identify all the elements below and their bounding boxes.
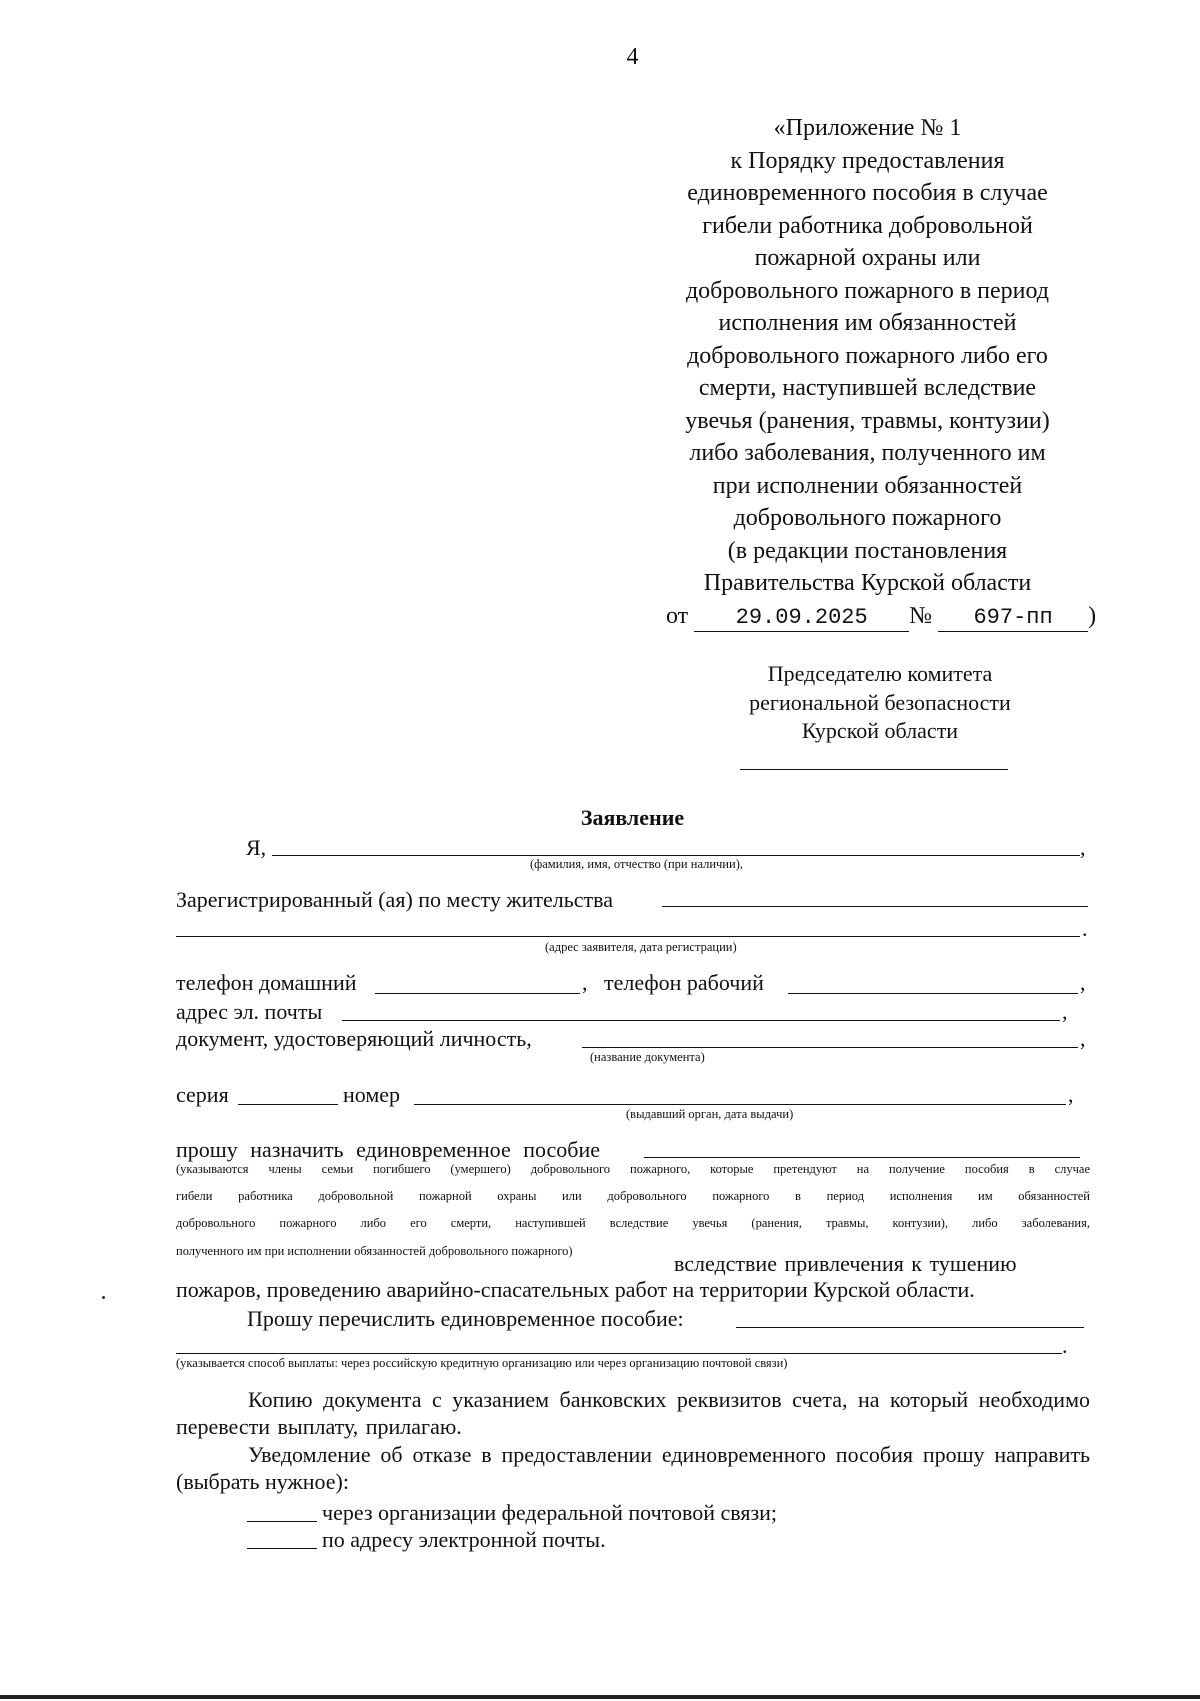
i-label: Я, (246, 835, 267, 860)
option-post-label: через организации федеральной почтовой связи; (322, 1500, 778, 1525)
comma: , (1068, 1082, 1074, 1107)
number-label: номер (343, 1082, 401, 1107)
fio-field[interactable] (272, 855, 1080, 856)
issuer-caption: (выдавший орган, дата выдачи) (626, 1107, 794, 1121)
request-label: прошу назначить единовременное пособие (176, 1137, 601, 1162)
payment-method-field[interactable] (736, 1327, 1084, 1328)
period: . (1062, 1333, 1068, 1358)
addressee-line: региональной безопасности (749, 689, 1011, 715)
option-email-label: по адресу электронной почты. (322, 1527, 606, 1552)
scan-edge-line (0, 1695, 1200, 1699)
appendix-line: «Приложение № 1 (773, 115, 962, 141)
appendix-header (640, 112, 1095, 632)
number-field[interactable] (414, 1104, 1066, 1105)
payment-caption: (указывается способ выплаты: через российскую кредитную организацию или через организацию почтовой связи) (176, 1356, 788, 1370)
payment-method-field-2[interactable] (176, 1353, 1062, 1354)
comma: , (1080, 835, 1086, 860)
request-continuation: вследствие привлечения к тушению (674, 1251, 1017, 1276)
appendix-line: смерти, наступившей вследствие (698, 375, 1037, 401)
appendix-line: либо заболевания, полученного им (689, 440, 1046, 466)
appendix-line: пожарной охраны или (754, 245, 981, 271)
comma: , (582, 970, 588, 995)
scan-speck (102, 1296, 105, 1299)
period: . (1082, 916, 1088, 941)
registered-label: Зарегистрированный (ая) по месту жительства (176, 887, 613, 912)
email-label: адрес эл. почты (176, 999, 323, 1024)
fio-caption: (фамилия, имя, отчество (при наличии), (530, 857, 743, 871)
family-caption-line: гибели работника добровольной пожарной охраны или добровольного пожарного в период исполнения им обязанностей (176, 1189, 1090, 1203)
option-email-checkbox[interactable] (247, 1548, 317, 1549)
form-heading: Заявление (580, 805, 685, 830)
series-label: серия (176, 1082, 229, 1107)
addressee-line: Курской области (801, 718, 959, 743)
work-phone-field[interactable] (788, 993, 1078, 994)
appendix-line: гибели работника добровольной (702, 212, 1033, 239)
appendix-line: добровольного пожарного (733, 505, 1002, 531)
appendix-line: к Порядку предоставления (730, 147, 1005, 174)
family-caption-last: полученного им при исполнении обязанностей добровольного пожарного) (176, 1244, 573, 1258)
addressee (700, 660, 1060, 746)
appendix-line: увечья (ранения, травмы, контузии) (685, 407, 1050, 434)
appendix-line: добровольного пожарного в период (685, 277, 1050, 304)
transfer-label: Прошу перечислить единовременное пособие: (247, 1306, 684, 1331)
addressee-name-field[interactable] (740, 769, 1008, 770)
appendix-line: единовременного пособия в случае (687, 180, 1048, 206)
series-field[interactable] (238, 1104, 338, 1105)
comma: , (1062, 999, 1068, 1024)
appendix-line: Правительства Курской области (703, 570, 1032, 596)
request-continuation-2: пожаров, проведению аварийно-спасательных работ на территории Курской области. (176, 1277, 975, 1302)
appendix-line: (в редакции постановления (727, 537, 1008, 564)
id-document-label: документ, удостоверяющий личность, (176, 1026, 532, 1051)
family-caption-line: (указываются члены семьи погибшего (умершего) добровольного пожарного, которые претендуют на получение пособия в случае (176, 1162, 1090, 1176)
date-prefix: от (666, 602, 689, 629)
appendix-line: исполнения им обязанностей (718, 310, 1017, 336)
comma: , (1080, 1026, 1086, 1051)
copy-paragraph: Копию документа с указанием банковских реквизитов счета, на который необходимо перевести выплату, прилагаю. (176, 1387, 1090, 1439)
id-document-field[interactable] (582, 1047, 1078, 1048)
registration-address-field-2[interactable] (176, 936, 1080, 937)
appendix-line: добровольного пожарного либо его (687, 342, 1048, 369)
registration-address-field[interactable] (662, 906, 1088, 907)
id-document-caption: (название документа) (590, 1050, 705, 1064)
notice-paragraph: Уведомление об отказе в предоставлении единовременного пособия прошу направить (выбрать нужное): (176, 1442, 1090, 1494)
work-phone-label: телефон рабочий (604, 970, 764, 995)
home-phone-label: телефон домашний (176, 970, 357, 995)
resolution-reference (640, 600, 1095, 633)
email-field[interactable] (342, 1020, 1060, 1021)
resolution-number: 697-пп (938, 605, 1088, 632)
closing-paren: ) (1088, 602, 1097, 629)
addressee-line: Председателю комитета (767, 661, 993, 686)
address-caption: (адрес заявителя, дата регистрации) (545, 940, 737, 954)
appendix-line: при исполнении обязанностей (712, 472, 1023, 499)
page-number: 4 (626, 44, 639, 70)
number-sign: № (909, 602, 933, 629)
family-caption-line: добровольного пожарного либо его смерти, наступившей вследствие увечья (ранения, травмы, контузии), либо заболевания, (176, 1216, 1090, 1230)
comma: , (1080, 970, 1086, 995)
home-phone-field[interactable] (375, 993, 580, 994)
option-post-checkbox[interactable] (247, 1521, 317, 1522)
resolution-date: 29.09.2025 (694, 605, 909, 632)
